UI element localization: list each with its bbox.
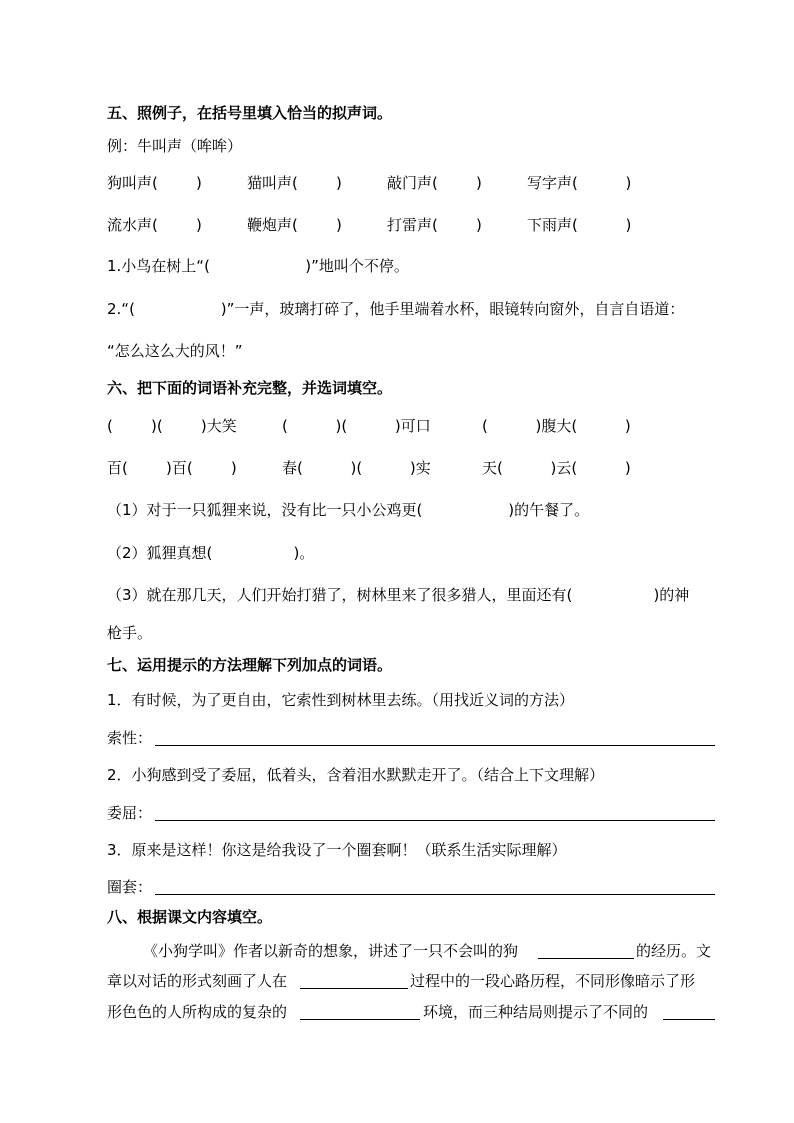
idiom-blank[interactable]: ( )( )大笑	[107, 417, 237, 435]
paragraph-line-2a: 章以对话的形式刻画了人在	[107, 972, 288, 990]
blank-item[interactable]: 打雷声( )	[387, 216, 482, 234]
answer-line-3[interactable]	[155, 894, 715, 895]
paragraph-line-3b: 环境，而三种结局则提示了不同的	[423, 1003, 649, 1021]
idiom-blank[interactable]: ( )腹大( )	[482, 417, 631, 435]
fill-line-3[interactable]	[300, 1019, 420, 1020]
idiom-blank[interactable]: 百( )百( )	[107, 459, 237, 477]
section6-sentence-3: （3）就在那几天，人们开始打猎了，树林里来了很多猎人，里面还有( )的神	[107, 586, 690, 604]
answer-label-3: 圈套：	[107, 878, 153, 896]
blank-item[interactable]: 鞭炮声( )	[247, 216, 342, 234]
section5-question-2: 2.“( )”一声，玻璃打碎了，他手里端着水杯，眼镜转向窗外，自言自语道：	[107, 300, 685, 318]
fill-line-2[interactable]	[300, 988, 408, 989]
idiom-blank[interactable]: ( )( )可口	[282, 417, 431, 435]
section6-sentence-3-cont: 枪手。	[107, 624, 153, 642]
section5-row1	[107, 173, 714, 195]
paragraph-line-1a: 《小狗学叫》作者以新奇的想象，讲述了一只不会叫的狗	[143, 942, 519, 960]
section8-heading: 八、根据课文内容填空。	[107, 908, 273, 926]
blank-item[interactable]: 敲门声( )	[387, 174, 482, 192]
paragraph-line-2b: 过程中的一段心路历程，不同形像暗示了形	[410, 972, 696, 990]
section7-question-3: 3．原来是这样！你这是给我设了一个圈套啊！（联系生活实际理解）	[107, 841, 567, 859]
fill-line-1[interactable]	[538, 958, 634, 959]
section5-example: 例：牛叫声（哞哞）	[107, 137, 243, 155]
section7-heading: 七、运用提示的方法理解下列加点的词语。	[107, 656, 393, 674]
idiom-blank[interactable]: 天( )云( )	[482, 459, 631, 477]
idiom-blank[interactable]: 春( )( )实	[282, 459, 431, 477]
section7-question-1: 1．有时候，为了更自由，它索性到树林里去练。（用找近义词的方法）	[107, 691, 575, 709]
section6-row1	[107, 416, 714, 438]
blank-item[interactable]: 流水声( )	[107, 216, 202, 234]
blank-item[interactable]: 猫叫声( )	[247, 174, 342, 192]
paragraph-line-3a: 形色色的人所构成的复杂的	[107, 1003, 288, 1021]
answer-line-1[interactable]	[155, 745, 715, 746]
answer-line-2[interactable]	[155, 820, 715, 821]
answer-label-2: 委屈：	[107, 804, 153, 822]
section5-question-1: 1.小鸟在树上“( )”地叫个不停。	[107, 257, 409, 275]
blank-item[interactable]: 写字声( )	[527, 174, 632, 192]
fill-line-4[interactable]	[663, 1019, 715, 1020]
section5-heading: 五、照例子，在括号里填入恰当的拟声词。	[107, 104, 393, 122]
section6-row2	[107, 458, 714, 480]
answer-label-1: 索性：	[107, 729, 153, 747]
section6-sentence-2: （2）狐狸真想( )。	[107, 544, 315, 562]
section6-heading: 六、把下面的词语补充完整，并选词填空。	[107, 379, 393, 397]
section7-question-2: 2．小狗感到受了委屈，低着头，含着泪水默默走开了。（结合上下文理解）	[107, 766, 605, 784]
blank-item[interactable]: 下雨声( )	[527, 216, 632, 234]
section5-question-2-cont: “怎么这么大的风！”	[107, 342, 243, 360]
paragraph-line-1b: 的经历。文	[636, 942, 712, 960]
blank-item[interactable]: 狗叫声( )	[107, 174, 202, 192]
section6-sentence-1: （1）对于一只狐狸来说，没有比一只小公鸡更( )的午餐了。	[107, 501, 590, 519]
section5-row2	[107, 215, 714, 237]
